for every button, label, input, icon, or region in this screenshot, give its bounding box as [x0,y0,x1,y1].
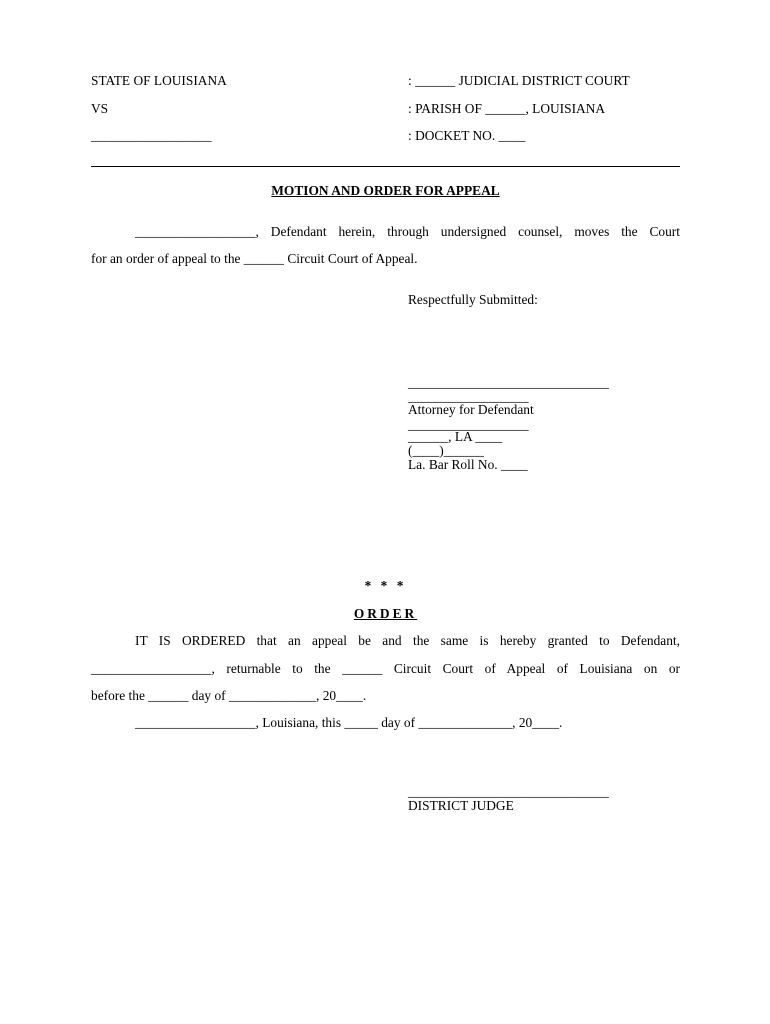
motion-paragraph-line1: __________________, Defendant herein, through undersigned counsel, moves the Court [135,224,680,239]
caption-docket: : DOCKET NO. ____ [408,128,526,143]
motion-title: MOTION AND ORDER FOR APPEAL [271,183,500,198]
attorney-name-blank: __________________ [408,389,529,404]
caption-party-blank: __________________ [91,128,212,143]
attorney-phone-line: (____)______ [408,443,484,458]
caption-vs: VS [91,101,109,116]
section-separator: * * * [364,578,407,593]
order-line2: __________________, returnable to the ______ Circuit Court of Appeal of Louisiana on or [91,661,680,676]
order-line3: before the ______ day of _____________, 20____. [91,688,367,703]
attorney-bar-roll: La. Bar Roll No. ____ [408,457,528,472]
caption-state: STATE OF LOUISIANA [91,73,227,88]
respectfully-submitted: Respectfully Submitted: [408,292,538,307]
caption-parish: : PARISH OF ______, LOUISIANA [408,101,606,116]
caption-court: : ______ JUDICIAL DISTRICT COURT [408,73,630,88]
attorney-city-line: ______, LA ____ [408,429,503,444]
order-title: ORDER [353,606,418,621]
attorney-signature-line: ______________________________ [408,375,609,390]
attorney-label: Attorney for Defendant [408,402,534,417]
judge-label: DISTRICT JUDGE [408,798,514,813]
order-line4: __________________, Louisiana, this _____ day of ______________, 20____. [135,715,563,730]
motion-paragraph-line2: for an order of appeal to the ______ Circuit Court of Appeal. [91,251,418,266]
order-line1: IT IS ORDERED that an appeal be and the same is hereby granted to Defendant, [135,633,680,648]
caption-divider [91,166,680,167]
attorney-address-blank: __________________ [408,417,529,432]
judge-signature-line: ______________________________ [408,784,609,799]
